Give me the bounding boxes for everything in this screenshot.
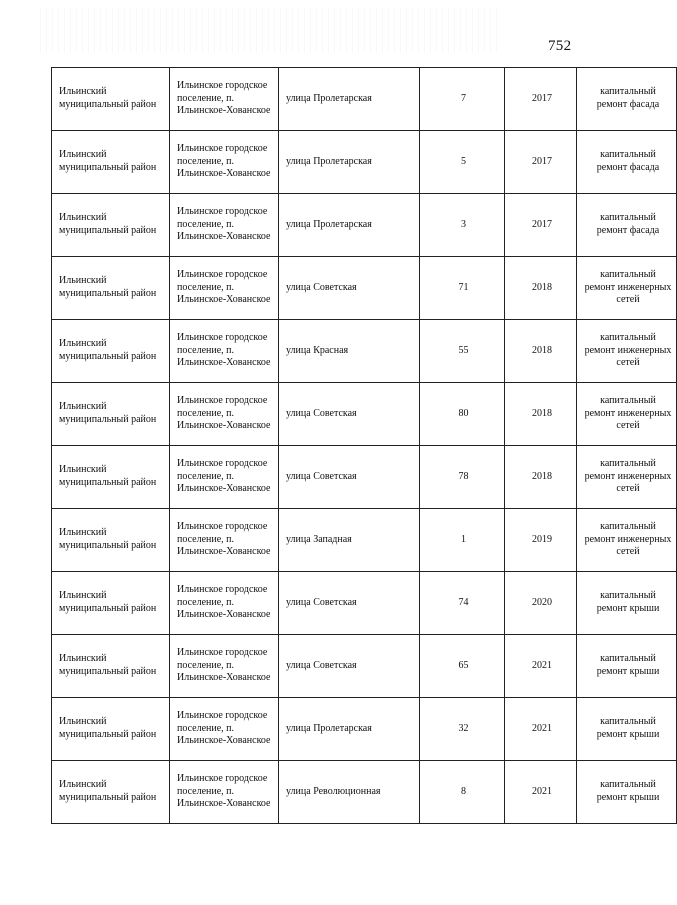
table-row <box>52 257 677 320</box>
cell-work-type: капитальный ремонт крыши <box>577 572 677 635</box>
cell-year: 2019 <box>505 509 577 572</box>
table-row <box>52 194 677 257</box>
cell-work-type: капитальный ремонт инженерных сетей <box>577 446 677 509</box>
cell-street: улица Советская <box>279 635 420 698</box>
cell-region: Ильинский муниципальный район <box>52 194 170 257</box>
cell-work-type: капитальный ремонт инженерных сетей <box>577 257 677 320</box>
cell-year: 2017 <box>505 131 577 194</box>
cell-region: Ильинский муниципальный район <box>52 131 170 194</box>
cell-house-number: 7 <box>420 68 505 131</box>
cell-region: Ильинский муниципальный район <box>52 446 170 509</box>
cell-region: Ильинский муниципальный район <box>52 698 170 761</box>
cell-settlement: Ильинское городское поселение, п. Ильинское-Хованское <box>170 509 279 572</box>
cell-street: улица Западная <box>279 509 420 572</box>
table-row <box>52 131 677 194</box>
cell-work-type: капитальный ремонт крыши <box>577 698 677 761</box>
cell-work-type: капитальный ремонт фасада <box>577 131 677 194</box>
table-row <box>52 761 677 824</box>
cell-region: Ильинский муниципальный район <box>52 635 170 698</box>
cell-work-type: капитальный ремонт фасада <box>577 194 677 257</box>
cell-house-number: 5 <box>420 131 505 194</box>
cell-settlement: Ильинское городское поселение, п. Ильинское-Хованское <box>170 257 279 320</box>
cell-region: Ильинский муниципальный район <box>52 320 170 383</box>
scan-noise <box>40 8 500 53</box>
cell-house-number: 3 <box>420 194 505 257</box>
table-body <box>52 68 677 824</box>
cell-settlement: Ильинское городское поселение, п. Ильинское-Хованское <box>170 320 279 383</box>
cell-street: улица Пролетарская <box>279 68 420 131</box>
table-row <box>52 383 677 446</box>
cell-house-number: 74 <box>420 572 505 635</box>
cell-street: улица Красная <box>279 320 420 383</box>
cell-house-number: 71 <box>420 257 505 320</box>
cell-work-type: капитальный ремонт инженерных сетей <box>577 509 677 572</box>
cell-year: 2021 <box>505 761 577 824</box>
page-number: 752 <box>548 38 572 54</box>
cell-settlement: Ильинское городское поселение, п. Ильинское-Хованское <box>170 194 279 257</box>
cell-settlement: Ильинское городское поселение, п. Ильинское-Хованское <box>170 635 279 698</box>
cell-street: улица Революционная <box>279 761 420 824</box>
cell-street: улица Пролетарская <box>279 194 420 257</box>
cell-house-number: 80 <box>420 383 505 446</box>
cell-settlement: Ильинское городское поселение, п. Ильинское-Хованское <box>170 446 279 509</box>
cell-year: 2021 <box>505 698 577 761</box>
cell-street: улица Советская <box>279 446 420 509</box>
housing-repair-table <box>51 67 677 824</box>
cell-region: Ильинский муниципальный район <box>52 257 170 320</box>
cell-house-number: 78 <box>420 446 505 509</box>
cell-settlement: Ильинское городское поселение, п. Ильинское-Хованское <box>170 68 279 131</box>
cell-work-type: капитальный ремонт фасада <box>577 68 677 131</box>
cell-year: 2018 <box>505 446 577 509</box>
cell-region: Ильинский муниципальный район <box>52 509 170 572</box>
cell-street: улица Пролетарская <box>279 698 420 761</box>
cell-house-number: 32 <box>420 698 505 761</box>
cell-house-number: 1 <box>420 509 505 572</box>
cell-settlement: Ильинское городское поселение, п. Ильинское-Хованское <box>170 383 279 446</box>
cell-year: 2020 <box>505 572 577 635</box>
cell-settlement: Ильинское городское поселение, п. Ильинское-Хованское <box>170 761 279 824</box>
cell-region: Ильинский муниципальный район <box>52 572 170 635</box>
cell-year: 2021 <box>505 635 577 698</box>
cell-work-type: капитальный ремонт инженерных сетей <box>577 383 677 446</box>
cell-street: улица Пролетарская <box>279 131 420 194</box>
cell-year: 2017 <box>505 68 577 131</box>
cell-work-type: капитальный ремонт крыши <box>577 761 677 824</box>
table-row <box>52 572 677 635</box>
cell-work-type: капитальный ремонт инженерных сетей <box>577 320 677 383</box>
table-row <box>52 509 677 572</box>
cell-house-number: 65 <box>420 635 505 698</box>
cell-region: Ильинский муниципальный район <box>52 68 170 131</box>
cell-street: улица Советская <box>279 572 420 635</box>
cell-settlement: Ильинское городское поселение, п. Ильинское-Хованское <box>170 131 279 194</box>
cell-settlement: Ильинское городское поселение, п. Ильинское-Хованское <box>170 698 279 761</box>
table-row <box>52 635 677 698</box>
table-row <box>52 68 677 131</box>
cell-settlement: Ильинское городское поселение, п. Ильинское-Хованское <box>170 572 279 635</box>
cell-work-type: капитальный ремонт крыши <box>577 635 677 698</box>
cell-region: Ильинский муниципальный район <box>52 383 170 446</box>
cell-year: 2017 <box>505 194 577 257</box>
cell-street: улица Советская <box>279 383 420 446</box>
cell-year: 2018 <box>505 320 577 383</box>
cell-year: 2018 <box>505 257 577 320</box>
table-row <box>52 320 677 383</box>
cell-region: Ильинский муниципальный район <box>52 761 170 824</box>
cell-street: улица Советская <box>279 257 420 320</box>
cell-year: 2018 <box>505 383 577 446</box>
cell-house-number: 55 <box>420 320 505 383</box>
table-row <box>52 698 677 761</box>
cell-house-number: 8 <box>420 761 505 824</box>
table-row <box>52 446 677 509</box>
